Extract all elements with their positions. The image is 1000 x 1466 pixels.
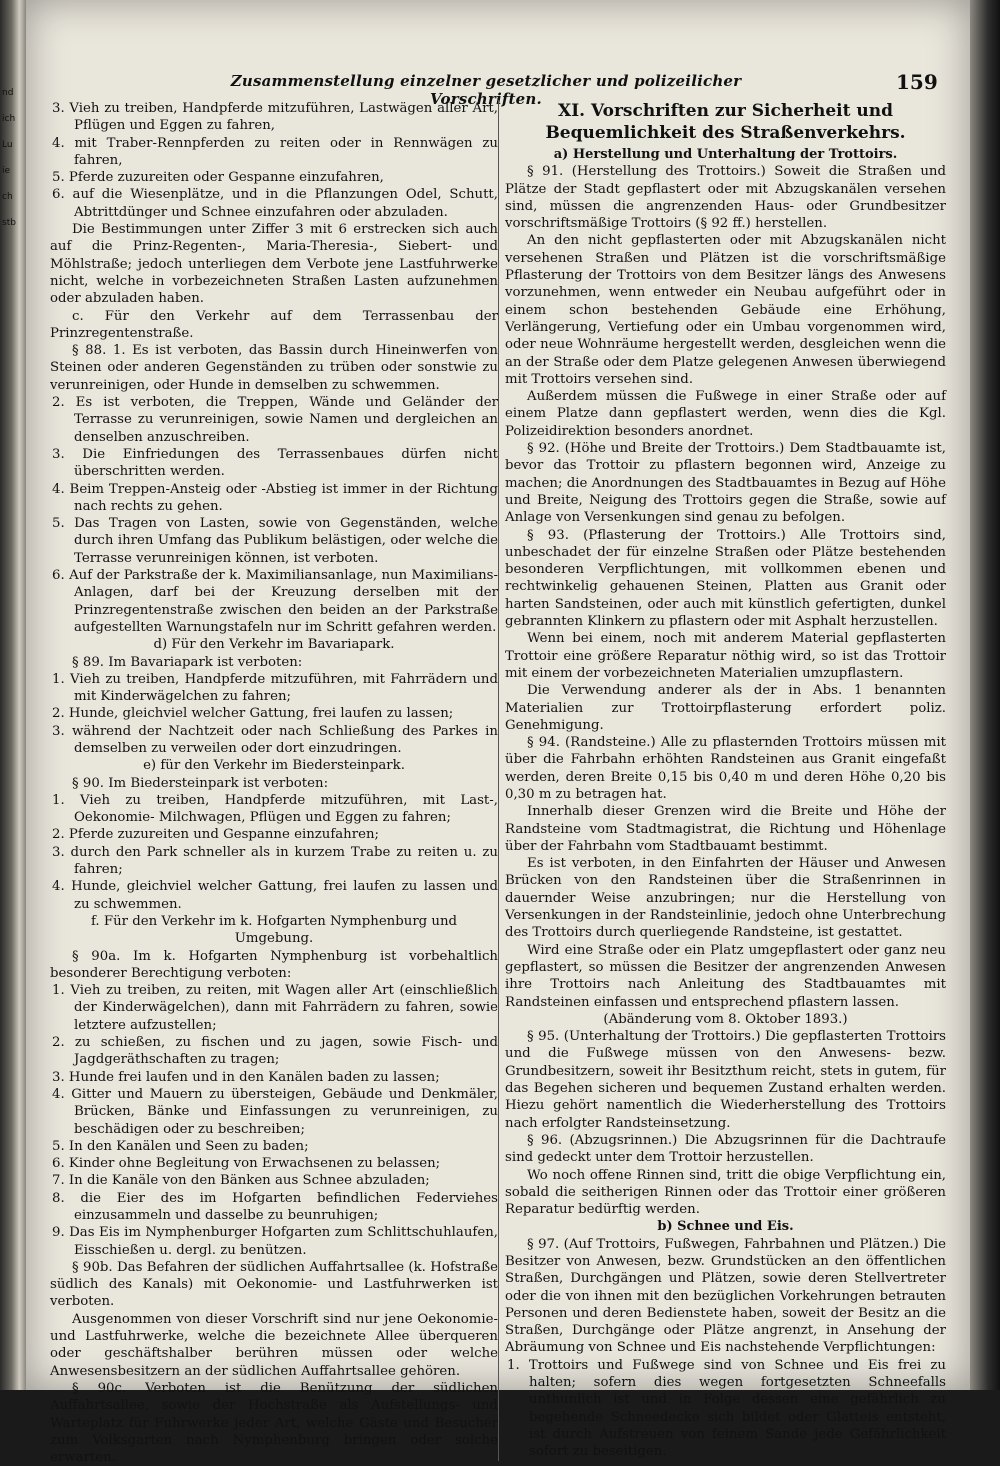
previous-page-fragments (2, 80, 26, 236)
left-column-paragraph: § 90. Im Biedersteinpark ist verboten: (72, 775, 329, 791)
left-column-paragraph: 1. Vieh zu treiben, Handpferde mitzuführen, mit Last-, Oekonomie- Milchwagen, Pflügen und Eggen zu fahren; (52, 792, 498, 826)
right-column-paragraph: 1. Trottoirs und Fußwege sind von Schnee und Eis frei zu halten; sofern dies wegen fortgesetzten Schneefalls unthunlich ist und in Folge dessen eine gefährlich zu begehende Schneedecke sich bildet oder Glatteis entsteht, ist durch Aufstreuen von feinem Sande jede Gefährlichkeit sofort zu beseitigen. (507, 1357, 946, 1460)
left-column-paragraph: c. Für den Verkehr auf dem Terrassenbau der Prinzregentenstraße. (50, 308, 498, 341)
right-column-paragraph: Wenn bei einem, noch mit anderem Material gepflasterten Trottoir eine größere Reparatur nöthig wird, so ist das Trottoir mit einem der vorbezeichneten Materialien umzupflastern. (505, 631, 946, 681)
left-column-paragraph: § 90c. Verboten ist die Benützung der südlichen Auffahrtsallee, sowie der Hochstraße als Aufstellungs- und Warteplatz für Fuhrwerke jeder Art, welche Gäste und Besucher zum Volksgarten nach Nymphenburg bringen oder solche erwarten. (50, 1380, 498, 1466)
previous-page-fragment: nd (2, 88, 14, 98)
right-column-paragraph: b) Schnee und Eis. (657, 1219, 794, 1235)
right-column-paragraph: § 94. (Randsteine.) Alle zu pflasternden Trottoirs müssen mit über die Fahrbahn erhöhten Randsteinen aus Granit eingefaßt werden, deren Breite 0,15 bis 0,40 m und deren Höhe 0,20 bis 0,30 m zu betragen hat. (505, 735, 946, 802)
left-column-paragraph: 3. Hunde frei laufen und in den Kanälen baden zu lassen; (52, 1069, 440, 1085)
left-column-paragraph: 5. Pferde zuzureiten oder Gespanne einzufahren, (52, 170, 384, 186)
left-column-paragraph: 7. In die Kanäle von den Bänken aus Schnee abzuladen; (52, 1173, 430, 1189)
previous-page-fragment: Lu (2, 140, 13, 150)
left-column-paragraph: 2. Pferde zuzureiten und Gespanne einzufahren; (52, 827, 380, 843)
previous-page-fragment: ich (2, 114, 16, 124)
left-column-paragraph: § 90b. Das Befahren der südlichen Auffahrtsallee (k. Hofstraße südlich des Kanals) mit Oekonomie- und Lastfuhrwerken ist verboten. (50, 1259, 498, 1310)
left-column-paragraph: § 89. Im Bavariapark ist verboten: (72, 654, 303, 670)
page-edge-shadow (970, 0, 1000, 1390)
previous-page-fragment: ie (2, 166, 11, 176)
left-column-paragraph: 4. Gitter und Mauern zu übersteigen, Gebäude und Denkmäler, Brücken, Bänke und Einfassungen zu verunreinigen, zu beschädigen oder zu beschreiben; (52, 1086, 498, 1137)
left-column-paragraph: 6. Auf der Parkstraße der k. Maximiliansanlage, nun Maximilians-Anlagen, darf bei der Kreuzung derselben mit der Prinzregentenstraße zwischen den beiden an der Parkstraße aufgestellten Warnungstafeln nur im Schritt gefahren werden. (52, 568, 498, 635)
section-title: XI. Vorschriften zur Sicherheit und Bequemlichkeit des Straßenverkehrs. (545, 101, 906, 143)
left-column-paragraph: 4. Hunde, gleichviel welcher Gattung, frei laufen zu lassen und zu schwemmen. (52, 879, 498, 912)
left-column-paragraph: 8. die Eier des im Hofgarten befindlichen Federviehes einzusammeln und dasselbe zu beunruhigen; (52, 1190, 498, 1223)
left-column-paragraph: 6. auf die Wiesenplätze, und in die Pflanzungen Odel, Schutt, Abtrittdünger und Schnee einzufahren oder abzuladen. (52, 187, 498, 220)
left-column-paragraph: f. Für den Verkehr im k. Hofgarten Nymphenburg und Umgebung. (90, 913, 458, 947)
left-column-paragraph: 1. Vieh zu treiben, zu reiten, mit Wagen aller Art (einschließlich der Kinderwägelchen), dann mit Fahrrädern zu fahren, sowie letztere aufzustellen; (52, 983, 498, 1033)
left-column-paragraph: 5. In den Kanälen und Seen zu baden; (52, 1138, 309, 1154)
previous-page-fragment: stb (2, 218, 16, 228)
right-column-paragraph: a) Herstellung und Unterhaltung der Trottoirs. (553, 147, 898, 162)
right-column-paragraph: Die Verwendung anderer als der in Abs. 1 benannten Materialien zur Trottoirpflasterung erfordert poliz. Genehmigung. (505, 683, 946, 733)
left-column-paragraph: 2. Hunde, gleichviel welcher Gattung, frei laufen zu lassen; (52, 706, 454, 722)
left-column-paragraph: 4. mit Traber-Rennpferden zu reiten oder in Rennwägen zu fahren, (52, 135, 498, 168)
right-column-paragraph: § 95. (Unterhaltung der Trottoirs.) Die gepflasterten Trottoirs und die Fußwege müssen von den Anwesens- bezw. Grundbesitzern, soweit ihr Besitzthum reicht, stets in gutem, für das Begehen sicheren und bequemen Zustand erhalten werden. Hiezu gehört namentlich die Wiederherstellung des Trottoirs nach erfolgter Randsteinsetzung. (505, 1029, 946, 1131)
right-column-paragraph: Innerhalb dieser Grenzen wird die Breite und Höhe der Randsteine vom Stadtmagistrat, die Richtung und Höhenlage über der Fahrbahn vom Stadtbauamt bestimmt. (505, 804, 946, 854)
left-column-paragraph: 3. Vieh zu treiben, Handpferde mitzuführen, Lastwägen aller Art, Pflügen und Eggen zu fahren, (52, 101, 498, 134)
left-column-paragraph: § 90a. Im k. Hofgarten Nymphenburg ist vorbehaltlich besonderer Berechtigung verboten: (50, 948, 498, 981)
right-column-paragraph: § 93. (Pflasterung der Trottoirs.) Alle Trottoirs sind, unbeschadet der für einzelne Straßen oder Plätze bestehenden besonderen Verpflichtungen, mit vollkommen ebenen und rechtwinkelig gehauenen Steinen, Platten aus Granit oder harten Sandsteinen, oder auch mit künstlich gefertigten, dunkel gebrannten Klinkern zu pflastern oder mit Asphalt herzustellen. (505, 527, 946, 630)
right-column-paragraph: (Abänderung vom 8. Oktober 1893.) (603, 1011, 848, 1027)
right-column-paragraph: Wird eine Straße oder ein Platz umgepflastert oder ganz neu gepflastert, so müssen die Besitzer der angrenzenden Anwesen ihre Trottoirs nach Anleitung des Stadtbauamtes mit Randsteinen einfassen und entsprechend pflastern lassen. (505, 942, 946, 1010)
left-column-paragraph: Die Bestimmungen unter Ziffer 3 mit 6 erstrecken sich auch auf die Prinz-Regenten-, Maria-Theresia-, Siebert- und Möhlstraße; jedoch unterliegen dem Verbote jene Lastfuhrwerke nicht, welche in vorbezeichneten Straßen Lasten aufzunehmen oder abzuladen haben. (50, 222, 498, 307)
running-title: Zusammenstellung einzelner gesetzlicher und polizeilicher Vorschriften. (230, 72, 742, 108)
left-column-paragraph: e) für den Verkehr im Biedersteinpark. (143, 758, 405, 774)
left-column-paragraph: 1. Vieh zu treiben, Handpferde mitzuführen, mit Fahrrädern und mit Kinderwägelchen zu fahren; (52, 671, 498, 705)
previous-page-fragment: ch (2, 192, 13, 202)
left-column-paragraph: 3. durch den Park schneller als in kurzem Trabe zu reiten u. zu fahren; (52, 844, 498, 878)
right-column-paragraph: Außerdem müssen die Fußwege in einer Straße oder auf einem Platze dann gepflastert werden, wenn dies die Kgl. Polizeidirektion besonders anordnet. (505, 389, 946, 439)
previous-page-edge (0, 0, 26, 1390)
left-column-paragraph: 2. zu schießen, zu fischen und zu jagen, sowie Fisch- und Jagdgeräthschaften zu tragen; (52, 1035, 498, 1068)
right-column-paragraph: Es ist verboten, in den Einfahrten der Häuser und Anwesen Brücken von den Randsteinen über die Straßenrinnen in dauernder Weise anzubringen; nur die Herstellung von Versenkungen in der Randsteinlinie, jedoch ohne Unterbrechung des Trottoirs durch querliegende Randsteine, ist gestattet. (505, 856, 946, 941)
left-column-paragraph: 9. Das Eis im Nymphenburger Hofgarten zum Schlittschuhlaufen, Eisschießen u. dergl. zu benützen. (52, 1225, 498, 1258)
right-column-paragraph: § 91. (Herstellung des Trottoirs.) Soweit die Straßen und Plätze der Stadt gepflastert oder mit Abzugskanälen versehen sind, müssen die angrenzenden Haus- oder Grundbesitzer vorschriftsmäßige Trottoirs (§ 92 ff.) herstellen. (505, 164, 946, 232)
right-column-paragraph: § 92. (Höhe und Breite der Trottoirs.) Dem Stadtbauamte ist, bevor das Trottoir zu pflastern begonnen wird, Anzeige zu machen; die Anordnungen des Stadtbauamtes in Bezug auf Höhe und Breite, Neigung des Trottoirs gegen die Straße, sowie auf Anlage von Versenkungen sind genau zu befolgen. (505, 441, 946, 526)
left-column-paragraph: 5. Das Tragen von Lasten, sowie von Gegenständen, welche durch ihren Umfang das Publikum belästigen, oder welche die Terrasse verunreinigen können, ist verboten. (52, 516, 498, 566)
right-column-paragraph: An den nicht gepflasterten oder mit Abzugskanälen nicht versehenen Straßen und Plätzen ist die vorschriftsmäßige Pflasterung der Trottoirs von dem Besitzer längs des Anwesens vorzunehmen, wenn entweder ein Neubau aufgeführt oder in einem schon bestehenden Gebäude eine Erhöhung, Verlängerung, Vertiefung oder ein Umbau vorgenommen wird, oder neue Wohnräume hergestellt werden, desgleichen wenn die an der Straße oder dem Platze gelegenen Anwesen überwiegend mit Trottoirs versehen sind. (505, 233, 946, 387)
left-column-paragraph: 6. Kinder ohne Begleitung von Erwachsenen zu belassen; (52, 1156, 441, 1172)
left-column-paragraph: § 88. 1. Es ist verboten, das Bassin durch Hineinwerfen von Steinen oder anderen Gegenständen zu trüben oder sonstwie zu verunreinigen, oder Hunde in demselben zu schwemmen. (50, 343, 498, 393)
left-column-paragraph: Ausgenommen von dieser Vorschrift sind nur jene Oekonomie- und Lastfuhrwerke, welche die bezeichnete Allee überqueren oder geschäftshalber berühren müssen oder welche Anwesensbesitzern an der südlichen Auffahrtsallee gehören. (50, 1311, 498, 1379)
left-column-paragraph: 4. Beim Treppen-Ansteig oder -Abstieg ist immer in der Richtung nach rechts zu gehen. (52, 481, 498, 514)
right-column-paragraph: § 96. (Abzugsrinnen.) Die Abzugsrinnen für die Dachtraufe sind gedeckt unter dem Trottoir herzustellen. (505, 1132, 946, 1166)
book-page (26, 0, 970, 1466)
page-number: 159 (896, 70, 938, 94)
left-column-paragraph: 3. Die Einfriedungen des Terrassenbaues dürfen nicht überschritten werden. (52, 446, 498, 480)
right-column-paragraph: Wo noch offene Rinnen sind, tritt die obige Verpflichtung ein, sobald die seitherigen Rinnen oder das Trottoir einer größeren Reparatur bedürftig werden. (505, 1167, 946, 1218)
left-column-paragraph: d) Für den Verkehr im Bavariapark. (153, 637, 395, 653)
left-column (50, 100, 498, 1466)
left-column-paragraph: 2. Es ist verboten, die Treppen, Wände und Geländer der Terrasse zu verunreinigen, sowie Namen und dergleichen an denselben anzuschreiben. (52, 395, 498, 445)
right-column (498, 100, 946, 1461)
left-column-paragraph: 3. während der Nachtzeit oder nach Schließung des Parkes in demselben zu verweilen oder dort einzudringen. (52, 723, 498, 756)
right-column-paragraph: § 97. (Auf Trottoirs, Fußwegen, Fahrbahnen und Plätzen.) Die Besitzer von Anwesen, bezw. Grundstücken an den öffentlichen Straßen, Durchgängen und Plätzen, sowie deren Stellvertreter oder die von ihnen mit den bezüglichen Vorkehrungen betrauten Personen und deren Bedienstete haben, soweit der Besitz an die Straßen, Durchgänge oder Plätze angrenzt, in Ansehung der Abräumung von Schnee und Eis nachstehende Verpflichtungen: (505, 1236, 946, 1356)
